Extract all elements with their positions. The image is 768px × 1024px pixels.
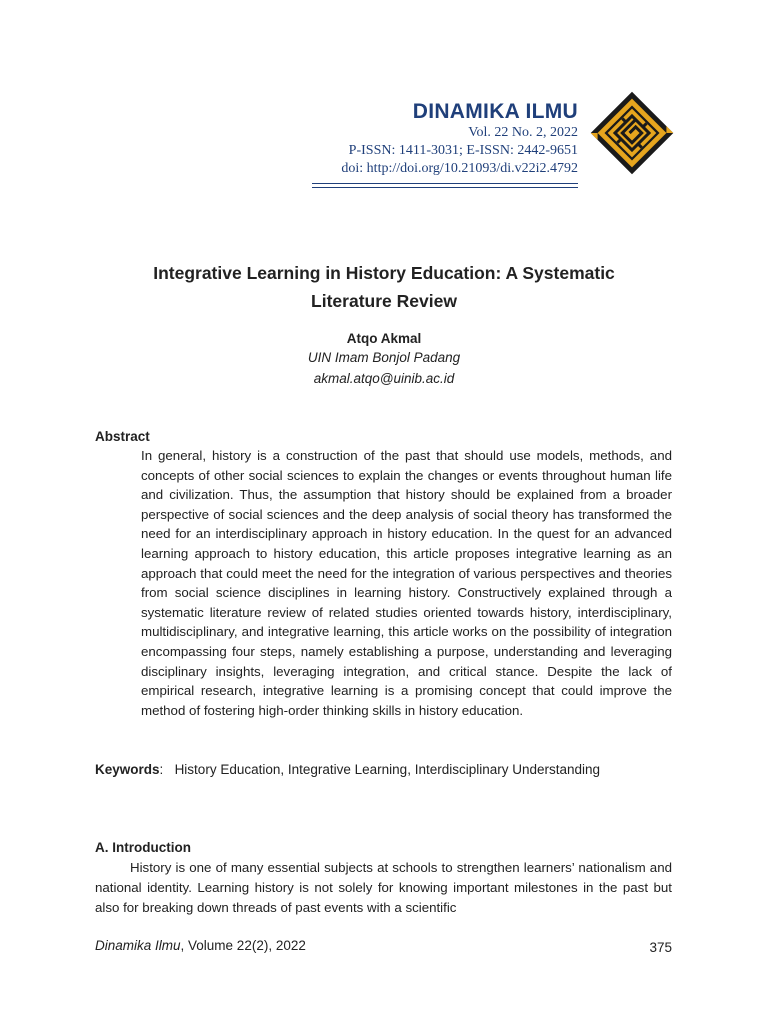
author-affiliation: UIN Imam Bonjol Padang: [307, 350, 461, 365]
journal-doi[interactable]: doi: http://doi.org/10.21093/di.v22i2.4792: [341, 161, 578, 176]
footer-citation: [95, 938, 306, 953]
journal-volume: Vol. 22 No. 2, 2022: [468, 125, 578, 140]
author-name: Atqo Akmal: [346, 331, 422, 346]
abstract-heading: Abstract: [95, 429, 150, 444]
keywords-label: Keywords: [95, 762, 160, 777]
footer-journal-name: Dinamika Ilmu: [95, 938, 181, 953]
section-heading-introduction: A. Introduction: [95, 840, 191, 855]
page-number: 375: [649, 940, 672, 955]
author-email[interactable]: akmal.atqo@uinib.ac.id: [313, 371, 455, 386]
keywords-separator: :: [159, 762, 164, 777]
article-title-line-1: Integrative Learning in History Education: A Systematic: [153, 263, 615, 283]
article-title: [100, 259, 668, 315]
header-rule-top: [312, 183, 578, 184]
journal-name: DINAMIKA ILMU: [412, 100, 578, 123]
header-rule-bottom: [312, 187, 578, 188]
footer-volume: , Volume 22(2), 2022: [180, 938, 306, 953]
introduction-text: History is one of many essential subjects at schools to strengthen learners’ nationalism and national identity. Learning history is not solely for knowing important milestones in the past but also for breaking down threads of past events with a scientific: [95, 860, 672, 915]
article-title-line-2: Literature Review: [311, 291, 457, 311]
keywords-line: [95, 762, 600, 777]
journal-issn: P-ISSN: 1411-3031; E-ISSN: 2442-9651: [348, 143, 578, 158]
journal-logo-icon: [589, 90, 675, 176]
abstract-text: In general, history is a construction of the past that should use models, methods, and concepts of other social sciences to explain the changes or events throughout human life and civilization. Thus, the assumption that history should be explained from a broader perspective of social sciences and the deep analysis of social theory has transformed the need for an interdisciplinary approach in history education. In the quest for an advanced learning approach to history education, this article proposes integrative learning as an approach that could meet the need for the integration of various perspectives and theories from social science disciplines in learning history. Constructively explained through a systematic literature review of related studies oriented towards history, interdisciplinary, multidisciplinary, and integrative learning, this article works on the possibility of integration encompassing four steps, namely establishing a purpose, understanding and leveraging disciplinary insights, leveraging integration, and critical stance. Despite the lack of empirical research, integrative learning is a promising concept that could improve the method of fostering high-order thinking skills in history education.: [141, 448, 672, 718]
keywords-text: History Education, Integrative Learning, Interdisciplinary Understanding: [174, 762, 601, 777]
journal-header: [341, 100, 578, 178]
